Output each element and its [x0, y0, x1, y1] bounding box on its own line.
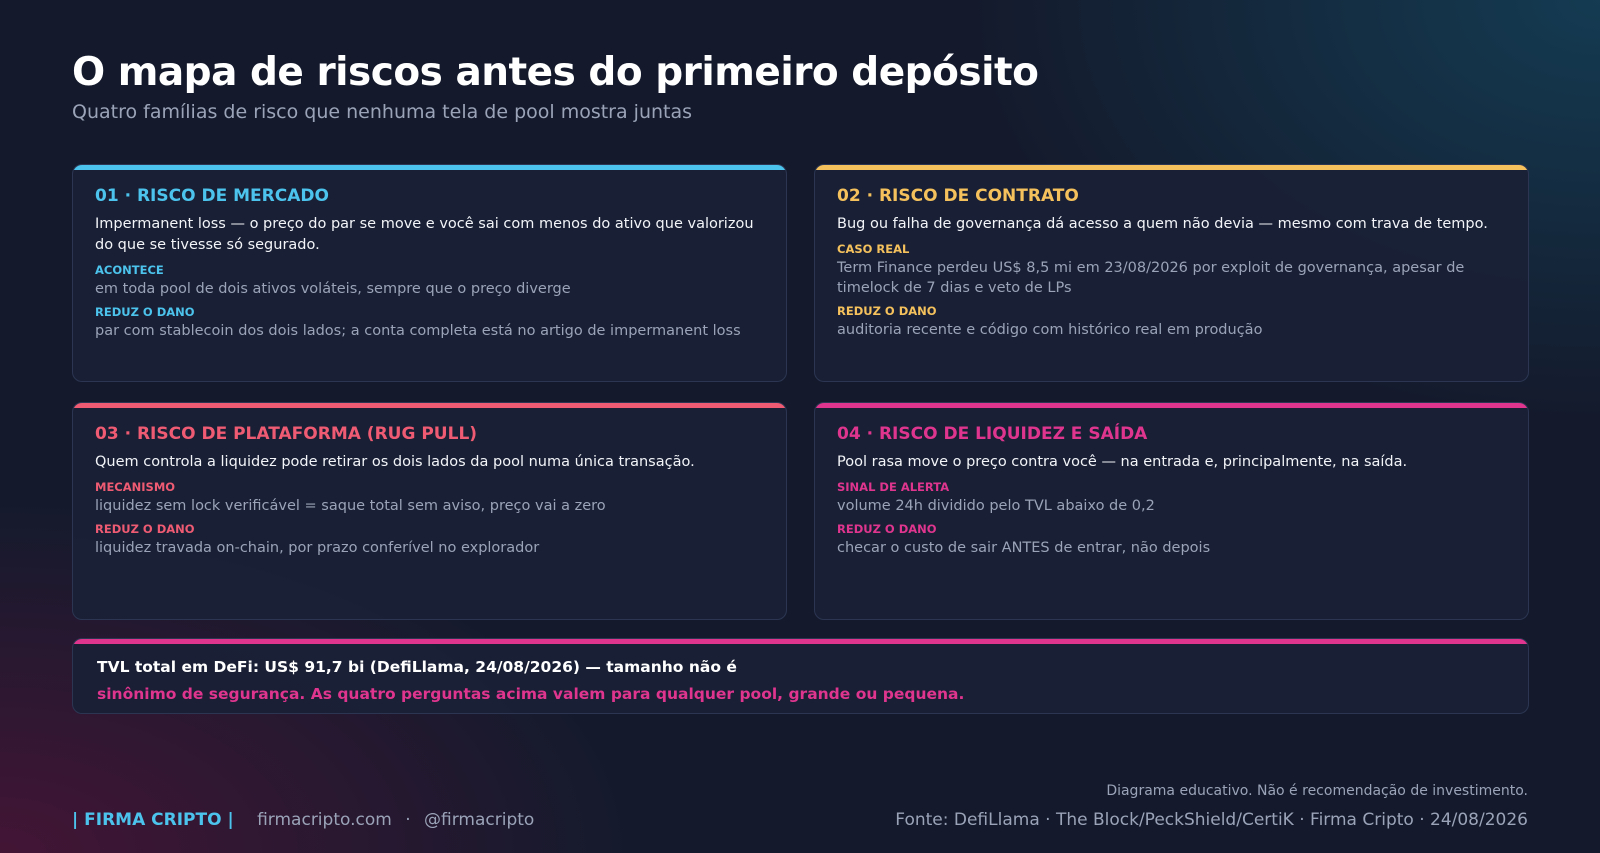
card-risco-contrato	[814, 164, 1529, 382]
card-description: Impermanent loss — o preço do par se move e você sai com menos do ativo que valorizou do que se tivesse só segurado.	[95, 216, 754, 253]
card-title: 03 · RISCO DE PLATAFORMA (RUG PULL)	[95, 424, 478, 444]
banner-line-2: sinônimo de segurança. As quatro perguntas acima valem para qualquer pool, grande ou pequena.	[97, 685, 965, 703]
card-description: Bug ou falha de governança dá acesso a quem não devia — mesmo com trava de tempo.	[837, 216, 1488, 232]
source-credit: Fonte: DefiLlama · The Block/PeckShield/CertiK · Firma Cripto · 24/08/2026	[895, 810, 1528, 830]
banner-accent-bar	[73, 639, 1528, 644]
disclaimer: Diagrama educativo. Não é recomendação de investimento.	[1106, 783, 1528, 799]
footer-brand-area	[72, 810, 534, 830]
card-accent-bar	[73, 165, 786, 170]
social-handle[interactable]: @firmacripto	[424, 810, 535, 830]
card-risco-mercado	[72, 164, 787, 382]
card-accent-bar	[815, 165, 1528, 170]
card-accent-bar	[815, 403, 1528, 408]
card-title: 01 · RISCO DE MERCADO	[95, 186, 329, 206]
brand-logo: | FIRMA CRIPTO |	[72, 810, 234, 830]
card-description: Pool rasa move o preço contra você — na entrada e, principalmente, na saída.	[837, 454, 1408, 470]
site-link[interactable]: firmacripto.com	[257, 810, 392, 830]
card-text: liquidez sem lock verificável = saque total sem aviso, preço vai a zero	[95, 498, 606, 514]
page-title: O mapa de riscos antes do primeiro depósito	[72, 50, 1039, 95]
card-title: 02 · RISCO DE CONTRATO	[837, 186, 1079, 206]
card-title: 04 · RISCO DE LIQUIDEZ E SAÍDA	[837, 424, 1148, 444]
card-label: REDUZ O DANO	[95, 305, 195, 319]
card-label: REDUZ O DANO	[95, 522, 195, 536]
card-label: CASO REAL	[837, 242, 910, 256]
card-description: Quem controla a liquidez pode retirar os dois lados da pool numa única transação.	[95, 454, 695, 470]
card-text: em toda pool de dois ativos voláteis, sempre que o preço diverge	[95, 281, 571, 297]
page-subtitle: Quatro famílias de risco que nenhuma tela de pool mostra juntas	[72, 101, 693, 123]
card-risco-plataforma	[72, 402, 787, 620]
footer-separator: ·	[405, 810, 411, 830]
card-label: SINAL DE ALERTA	[837, 480, 950, 494]
tvl-banner	[72, 638, 1529, 714]
card-text: Term Finance perdeu US$ 8,5 mi em 23/08/2026 por exploit de governança, apesar de timelock de 7 dias e veto de LPs	[837, 260, 1465, 296]
card-label: REDUZ O DANO	[837, 304, 937, 318]
card-text: auditoria recente e código com histórico real em produção	[837, 322, 1263, 338]
card-text: par com stablecoin dos dois lados; a conta completa está no artigo de impermanent loss	[95, 323, 741, 339]
card-text: checar o custo de sair ANTES de entrar, não depois	[837, 540, 1211, 556]
card-label: ACONTECE	[95, 263, 164, 277]
card-risco-liquidez	[814, 402, 1529, 620]
card-accent-bar	[73, 403, 786, 408]
card-label: REDUZ O DANO	[837, 522, 937, 536]
card-label: MECANISMO	[95, 480, 176, 494]
card-text: liquidez travada on-chain, por prazo conferível no explorador	[95, 540, 540, 556]
banner-line-1: TVL total em DeFi: US$ 91,7 bi (DefiLlama, 24/08/2026) — tamanho não é	[97, 658, 737, 676]
card-text: volume 24h dividido pelo TVL abaixo de 0,2	[837, 498, 1155, 514]
